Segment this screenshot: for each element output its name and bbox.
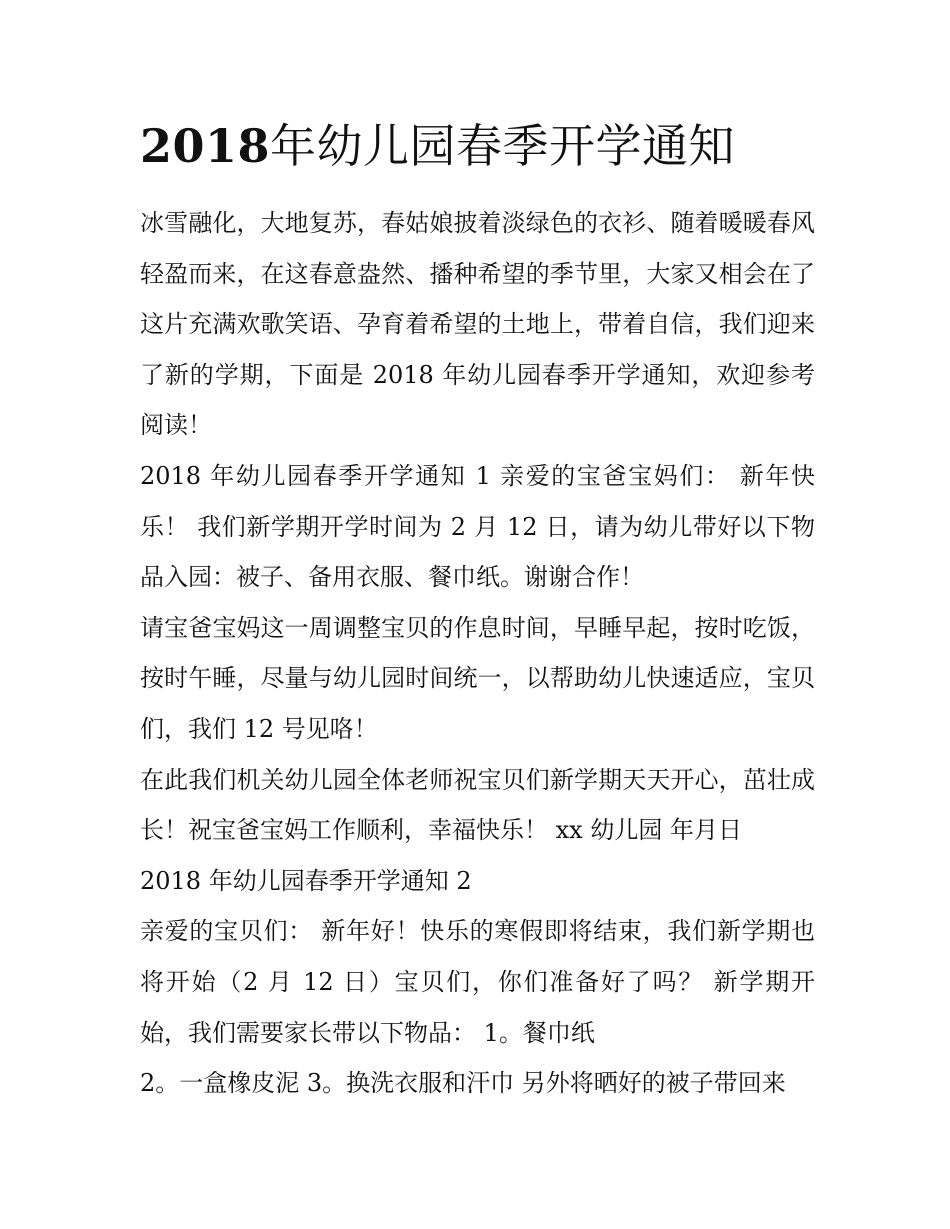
document-body: [140, 198, 815, 1109]
notice-2-paragraph: 亲爱的宝贝们： 新年好！快乐的寒假即将结束，我们新学期也将开始（2 月 12 日）宝贝们，你们准备好了吗？ 新学期开始，我们需要家长带以下物品： 1。餐巾纸: [140, 917, 815, 1047]
document-title: [140, 118, 735, 174]
wishes-paragraph: 在此我们机关幼儿园全体老师祝宝贝们新学期天天开心，茁壮成长！祝宝爸宝妈工作顺利，幸福快乐！ xx 幼儿园 年月日: [140, 765, 815, 845]
intro-paragraph: 冰雪融化，大地复苏，春姑娘披着淡绿色的衣衫、随着暖暖春风轻盈而来，在这春意盎然、播种希望的季节里，大家又相会在了这片充满欢歌笑语、孕育着希望的土地上，带着自信，我们迎来了新的学期，下面是 2018 年幼儿园春季开学通知，欢迎参考阅读！: [140, 209, 815, 440]
title-text: 年幼儿园春季开学通知: [270, 119, 736, 173]
items-paragraph: 2。一盒橡皮泥 3。换洗衣服和汗巾 另外将晒好的被子带回来: [140, 1069, 786, 1098]
schedule-paragraph: 请宝爸宝妈这一周调整宝贝的作息时间，早睡早起，按时吃饭，按时午睡，尽量与幼儿园时间统一，以帮助幼儿快速适应，宝贝们，我们 12 号见咯！: [140, 613, 815, 743]
title-year: 2018: [140, 119, 271, 173]
notice-2-heading: 2018 年幼儿园春季开学通知 2: [140, 866, 472, 895]
notice-1-paragraph: 2018 年幼儿园春季开学通知 1 亲爱的宝爸宝妈们： 新年快乐！ 我们新学期开学时间为 2 月 12 日，请为幼儿带好以下物品入园：被子、备用衣服、餐巾纸。谢谢合作！: [140, 461, 815, 592]
